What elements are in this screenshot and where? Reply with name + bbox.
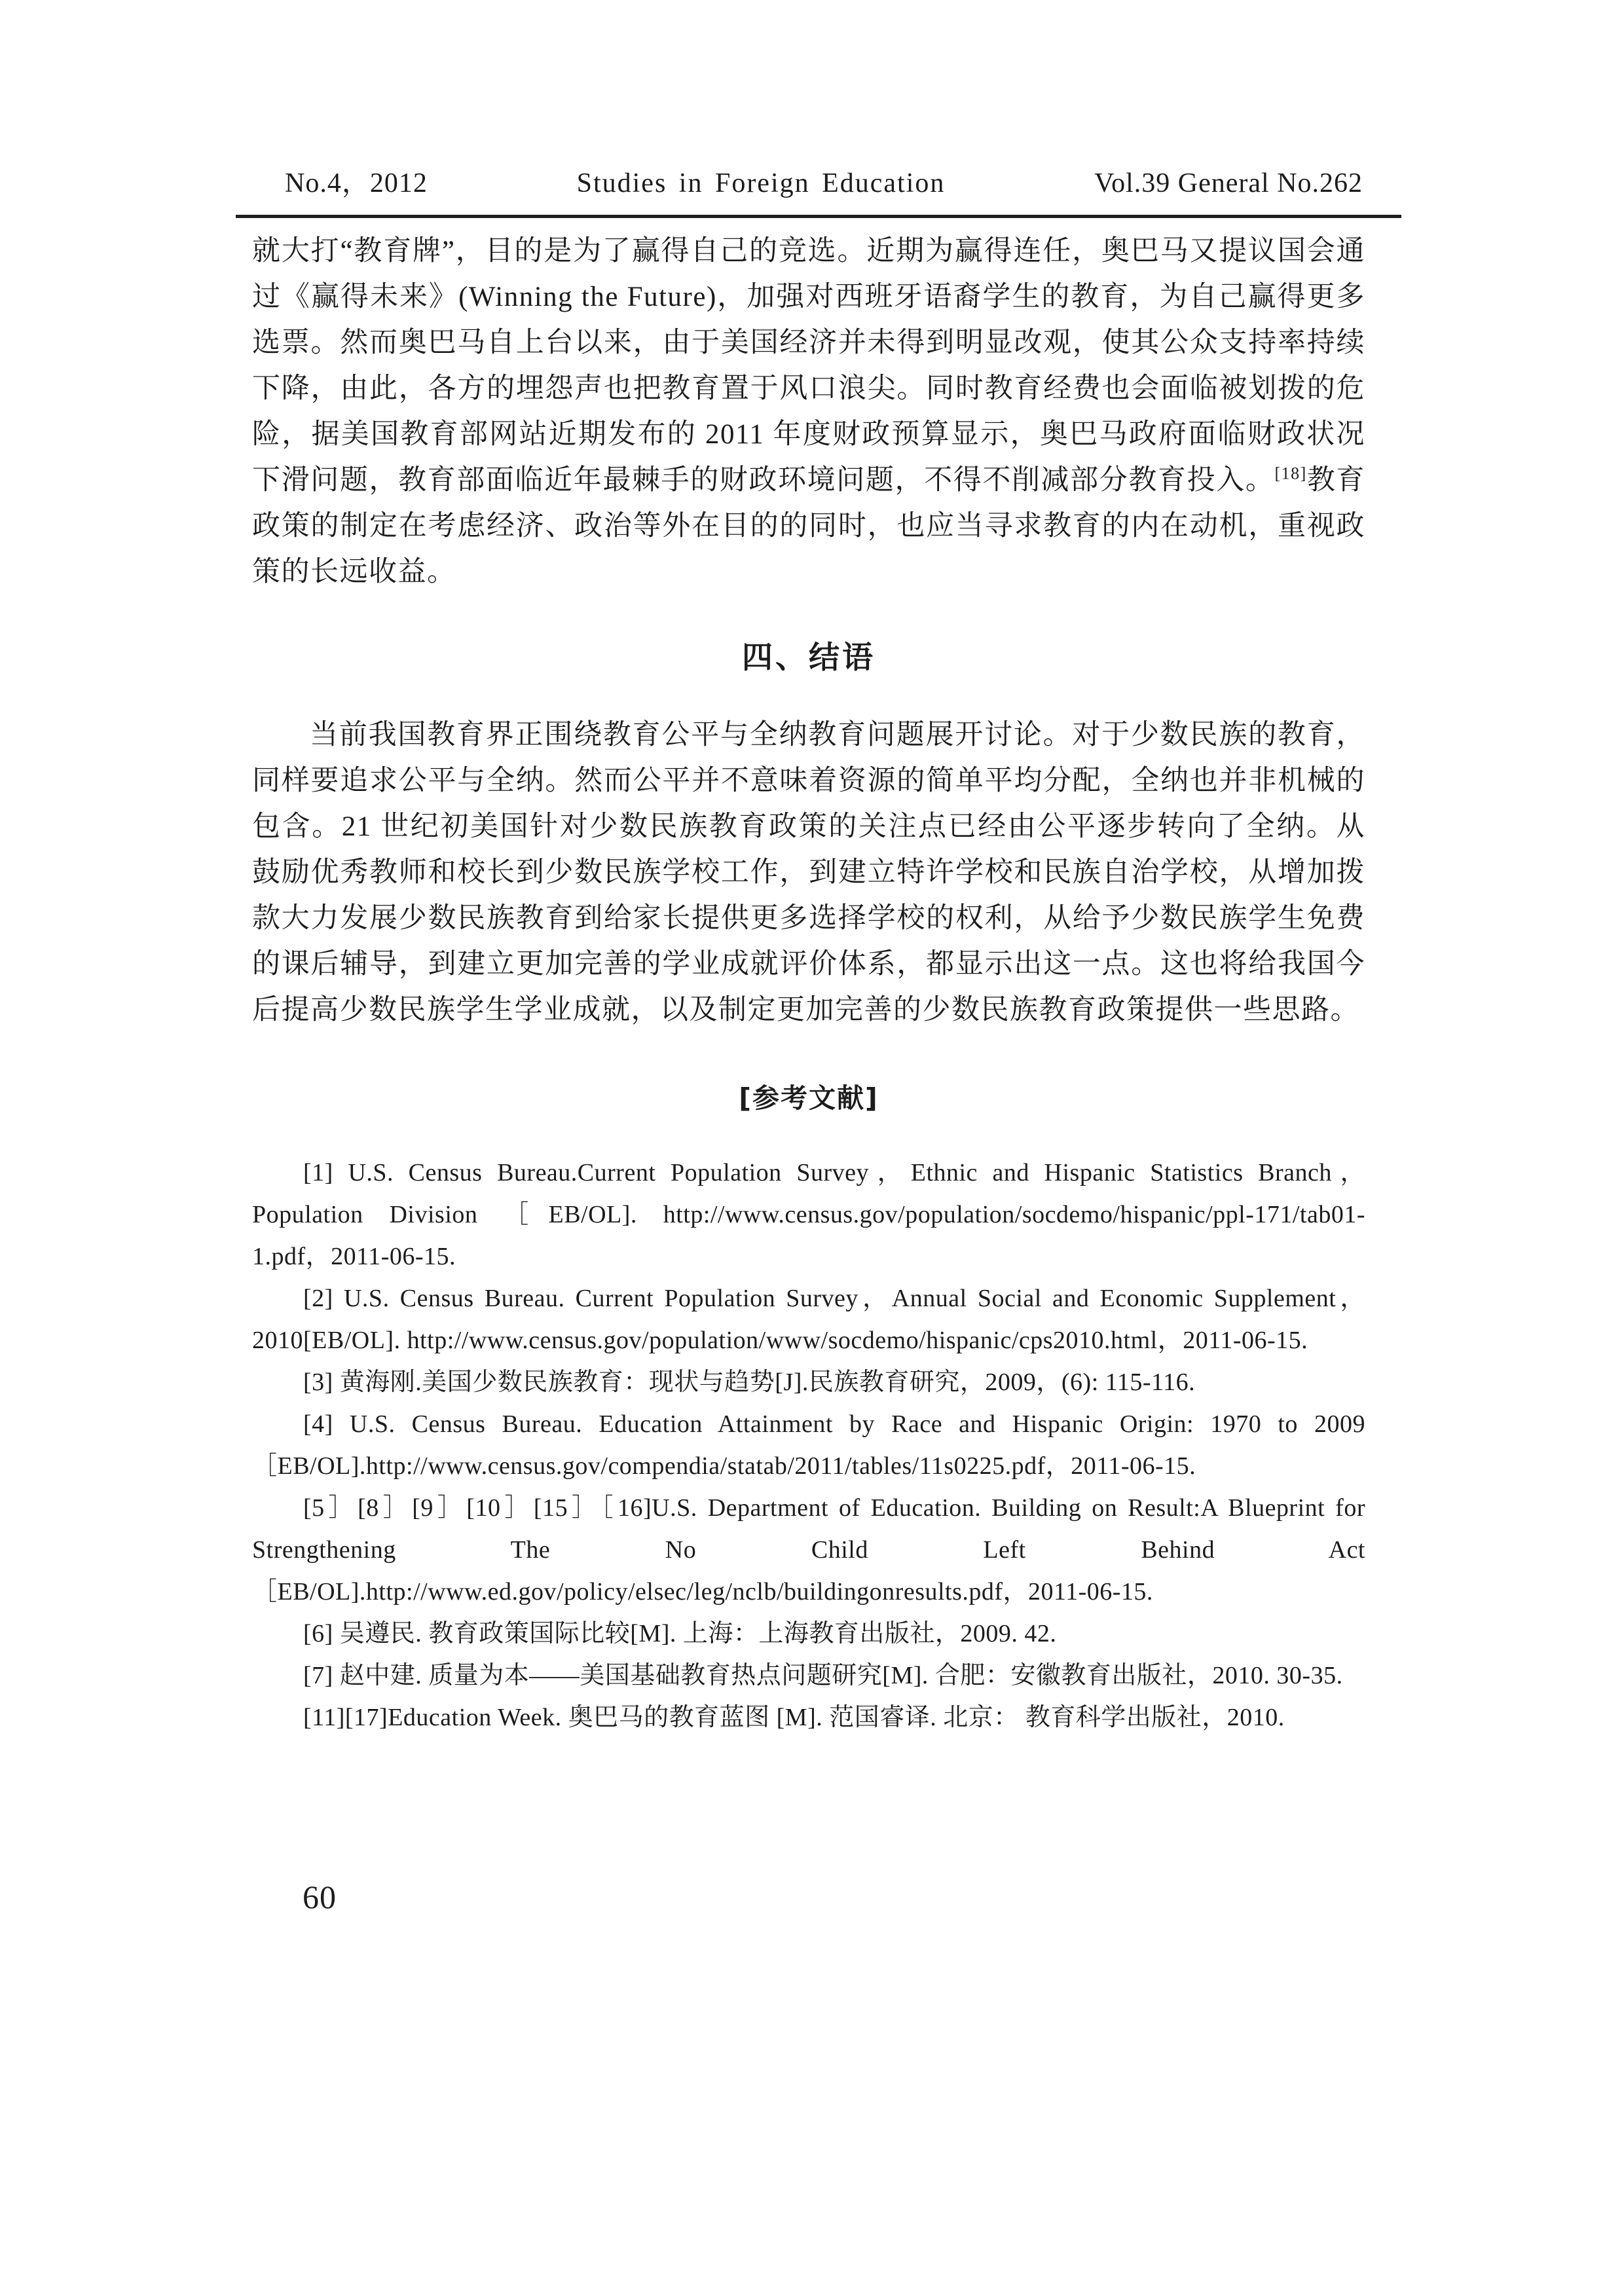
continued-paragraph <box>252 229 1365 595</box>
continued-paragraph-text-after: 教育政策的制定在考虑经济、政治等外在目的的同时，也应当寻求教育的内在动机，重视政策的长远收益。 <box>252 465 1366 587</box>
page-number: 60 <box>303 1879 337 1915</box>
journal-title-english: Studies in Foreign Education <box>576 168 946 198</box>
conclusion-paragraph: 当前我国教育界正围绕教育公平与全纳教育问题展开讨论。对于少数民族的教育，同样要追求公平与全纳。然而公平并不意味着资源的简单平均分配，全纳也并非机械的包含。21 世纪初美国针对少数民族教育政策的关注点已经由公平逐步转向了全纳。从鼓励优秀教师和校长到少数民族学校工作，到建立特许学校和民族自治学校，从增加拨款大力发展少数民族教育到给家长提供更多选择学校的权利，从给予少数民族学生免费的课后辅导，到建立更加完善的学业成就评价体系，都显示出这一点。这也将给我国今后提高少数民族学生学业成就，以及制定更加完善的少数民族教育政策提供一些思路。 <box>252 720 1365 1025</box>
journal-volume: Vol.39 General No.262 <box>1094 168 1363 198</box>
reference-item-3: [3] 黄海刚.美国少数民族教育：现状与趋势[J].民族教育研究，2009，(6): 115-116. <box>303 1368 1196 1396</box>
reference-item-1: [1] U.S. Census Bureau.Current Population Survey，Ethnic and Hispanic Statistics Branch，Population Division ［EB/OL]. http://www.census.gov/population/socdemo/hispanic/ppl-171/tab01-1.pdf，2011-06-15. <box>252 1159 1365 1270</box>
reference-item-4: [4] U.S. Census Bureau. Education Attainment by Race and Hispanic Origin: 1970 to 2009 ［EB/OL].http://www.census.gov/compendia/statab/2011/tables/11s0225.pdf，2011-06-15. <box>252 1410 1365 1480</box>
reference-item-6: [6] 吴遵民. 教育政策国际比较[M]. 上海：上海教育出版社，2009. 42. <box>303 1620 1057 1647</box>
references-heading: [参考文献] <box>739 1082 879 1114</box>
reference-item-2: [2] U.S. Census Bureau. Current Population Survey，Annual Social and Economic Supplement，2010[EB/OL]. http://www.census.gov/population/www/socdemo/hispanic/cps2010.html，2011-06-15. <box>252 1285 1365 1354</box>
reference-item-7: [7] 赵中建. 质量为本——美国基础教育热点问题研究[M]. 合肥：安徽教育出版社，2010. 30-35. <box>303 1662 1343 1689</box>
reference-item-8: [11][17]Education Week. 奥巴马的教育蓝图 [M]. 范国睿译. 北京： 教育科学出版社，2010. <box>303 1704 1285 1731</box>
reference-item-5: [5］[8］[9］[10］[15］［16]U.S. Department of Education. Building on Result:A Blueprint for Strengthening The No Child Left Behind Act ［EB/OL].http://www.ed.gov/policy/elsec/leg/nclb/buildingonresults.pdf，2011-06-15. <box>252 1494 1365 1606</box>
journal-header <box>252 161 1365 200</box>
header-divider-rule <box>236 215 1401 218</box>
journal-issue: No.4，2012 <box>285 168 428 198</box>
references-list <box>252 1152 1365 1738</box>
conclusion-section-heading: 四、结语 <box>742 640 876 676</box>
continued-paragraph-text: 就大打“教育牌”，目的是为了赢得自己的竞选。近期为赢得连任，奥巴马又提议国会通过《赢得未来》(Winning the Future)，加强对西班牙语裔学生的教育，为自己赢得更多选票。然而奥巴马自上台以来，由于美国经济并未得到明显改观，使其公众支持率持续下降，由此，各方的埋怨声也把教育置于风口浪尖。同时教育经费也会面临被划拨的危险，据美国教育部网站近期发布的 2011 年度财政预算显示，奥巴马政府面临财政状况下滑问题，教育部面临近年最棘手的财政环境问题，不得不削减部分教育投入。 <box>252 236 1365 496</box>
footnote-reference-18: [18] <box>1274 464 1307 483</box>
page-content <box>252 161 1365 1738</box>
